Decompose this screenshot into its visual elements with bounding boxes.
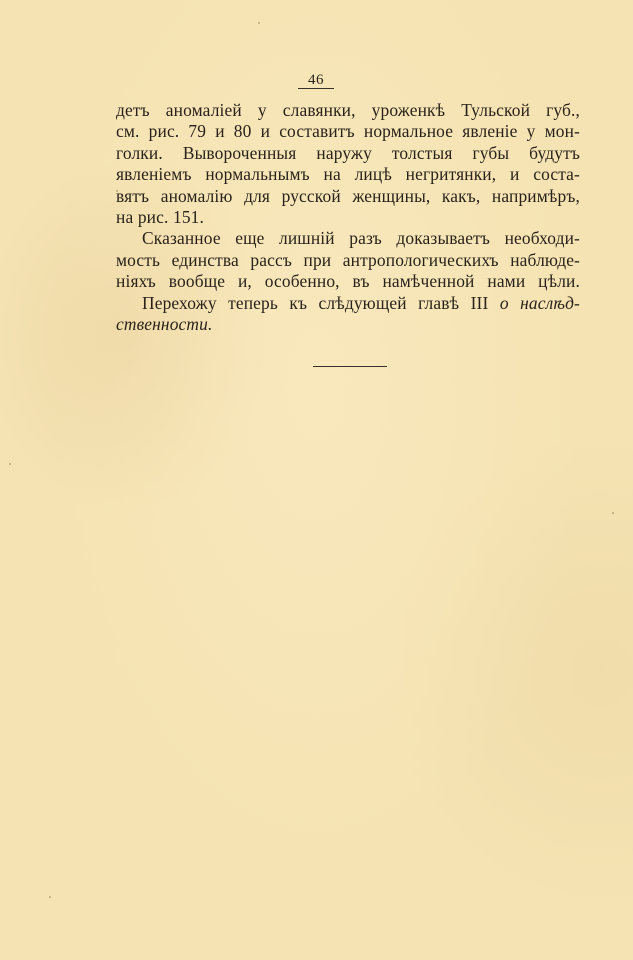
italic-text-run: о наслѣд- (499, 292, 580, 313)
page-number: 46 (308, 72, 324, 88)
paragraph-1 (116, 100, 580, 228)
text-line: ніяхъ вообще и, особенно, въ намѣченной нами цѣли. (116, 271, 580, 292)
text-line (116, 293, 580, 314)
text-line: явленіемъ нормальнымъ на лицѣ негритянки, и соста- (116, 164, 580, 185)
page-number-underline (298, 88, 334, 89)
chapter-end-rule (313, 366, 387, 367)
paper-speck (612, 512, 614, 514)
italic-text-line: ственности. (116, 314, 213, 335)
paper-speck (116, 190, 118, 192)
paragraph-2 (116, 228, 580, 292)
text-line: см. рис. 79 и 80 и составитъ нормальное явленіе у мон- (116, 121, 580, 142)
paper-speck (9, 463, 11, 465)
paper-speck (49, 896, 51, 898)
text-line: голки. Вывороченныя наружу толстыя губы будутъ (116, 142, 580, 163)
text-line: детъ аномаліей у славянки, уроженкѣ Тульской губ., (116, 100, 580, 120)
paper-speck (258, 22, 260, 24)
paragraph-3 (116, 293, 580, 336)
body-text (116, 100, 580, 335)
text-line: на рис. 151. (116, 207, 205, 228)
text-line: вятъ аномалію для русской женщины, какъ, напримѣръ, (116, 185, 580, 206)
text-line: Сказанное еще лишній разъ доказываетъ необходи- (142, 228, 580, 249)
text-run: Перехожу теперь къ слѣдующей главѣ III (142, 292, 500, 313)
text-line: мость единства рассъ при антропологическихъ наблюде- (116, 249, 580, 270)
